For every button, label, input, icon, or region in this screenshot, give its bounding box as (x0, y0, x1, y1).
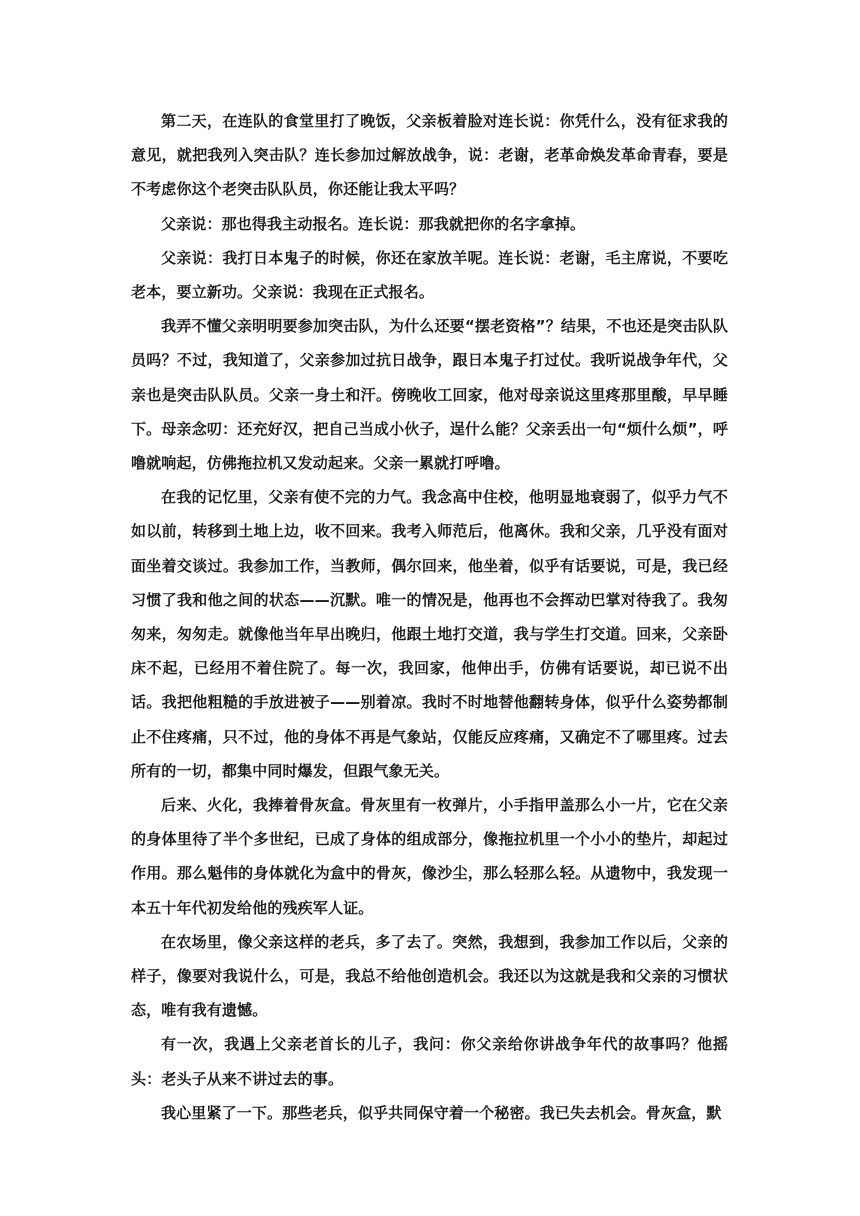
paragraph-8: 有一次，我遇上父亲老首长的儿子，我问：你父亲给你讲战争年代的故事吗？他摇头：老头子从来不讲过去的事。 (131, 1035, 728, 1088)
paragraph-6: 后来、火化，我捧着骨灰盒。骨灰里有一枚弹片，小手指甲盖那么小一片，它在父亲的身体里待了半个多世纪，已成了身体的组成部分，像拖拉机里一个小小的垫片，却起过作用。那么魁伟的身体就化为盒中的骨灰，像沙尘，那么轻那么轻。从遗物中，我发现一本五十年代初发给他的残疾军人证。 (131, 796, 728, 917)
article-body (131, 104, 728, 1130)
paragraph-1: 第二天，在连队的食堂里打了晚饭，父亲板着脸对连长说：你凭什么，没有征求我的意见，就把我列入突击队？连长参加过解放战争，说：老谢，老革命焕发革命青春，要是不考虑你这个老突击队队员，你还能让我太平吗？ (131, 112, 728, 199)
paragraph-2: 父亲说：那也得我主动报名。连长说：那我就把你的名字拿掉。 (161, 214, 586, 233)
paragraph-9: 我心里紧了一下。那些老兵，似乎共同保守着一个秘密。我已失去机会。骨灰盒，默 (161, 1103, 722, 1122)
paragraph-3: 父亲说：我打日本鬼子的时候，你还在家放羊呢。连长说：老谢，毛主席说，不要吃老本，要立新功。父亲说：我现在正式报名。 (131, 248, 728, 302)
paragraph-7: 在农场里，像父亲这样的老兵，多了去了。突然，我想到，我参加工作以后，父亲的样子，像要对我说什么，可是，我总不给他创造机会。我还以为这就是我和父亲的习惯状态，唯有我有遗憾。 (131, 932, 728, 1020)
paragraph-5: 在我的记忆里，父亲有使不完的力气。我念高中住校，他明显地衰弱了，似乎力气不如以前，转移到土地上边，收不回来。我考入师范后，他离休。我和父亲，几乎没有面对面坐着交谈过。我参加工作，当教师，偶尔回来，他坐着，似乎有话要说，可是，我已经习惯了我和他之间的状态——沉默。唯一的情况是，他再也不会挥动巴掌对待我了。我匆匆来，匆匆走。就像他当年早出晚归，他跟土地打交道，我与学生打交道。回来，父亲卧床不起，已经用不着住院了。每一次，我回家，他伸出手，仿佛有话要说，却已说不出话。我把他粗糙的手放进被子——别着凉。我时不时地替他翻转身体，似乎什么姿势都制止不住疼痛，只不过，他的身体不再是气象站，仅能反应疼痛，又确定不了哪里疼。过去所有的一切，都集中同时爆发，但跟气象无关。 (131, 488, 728, 780)
paragraph-4: 我弄不懂父亲明明要参加突击队，为什么还要“摆老资格”？结果，不也还是突击队队员吗？不过，我知道了，父亲参加过抗日战争，跟日本鬼子打过仗。我听说战争年代，父亲也是突击队队员。父亲一身土和汗。傍晚收工回家，他对母亲说这里疼那里酸，早早睡下。母亲念叨：还充好汉，把自己当成小伙子，逞什么能？父亲丢出一句“烦什么烦”，呼噜就响起，仿佛拖拉机又发动起来。父亲一累就打呼噜。 (131, 317, 728, 473)
